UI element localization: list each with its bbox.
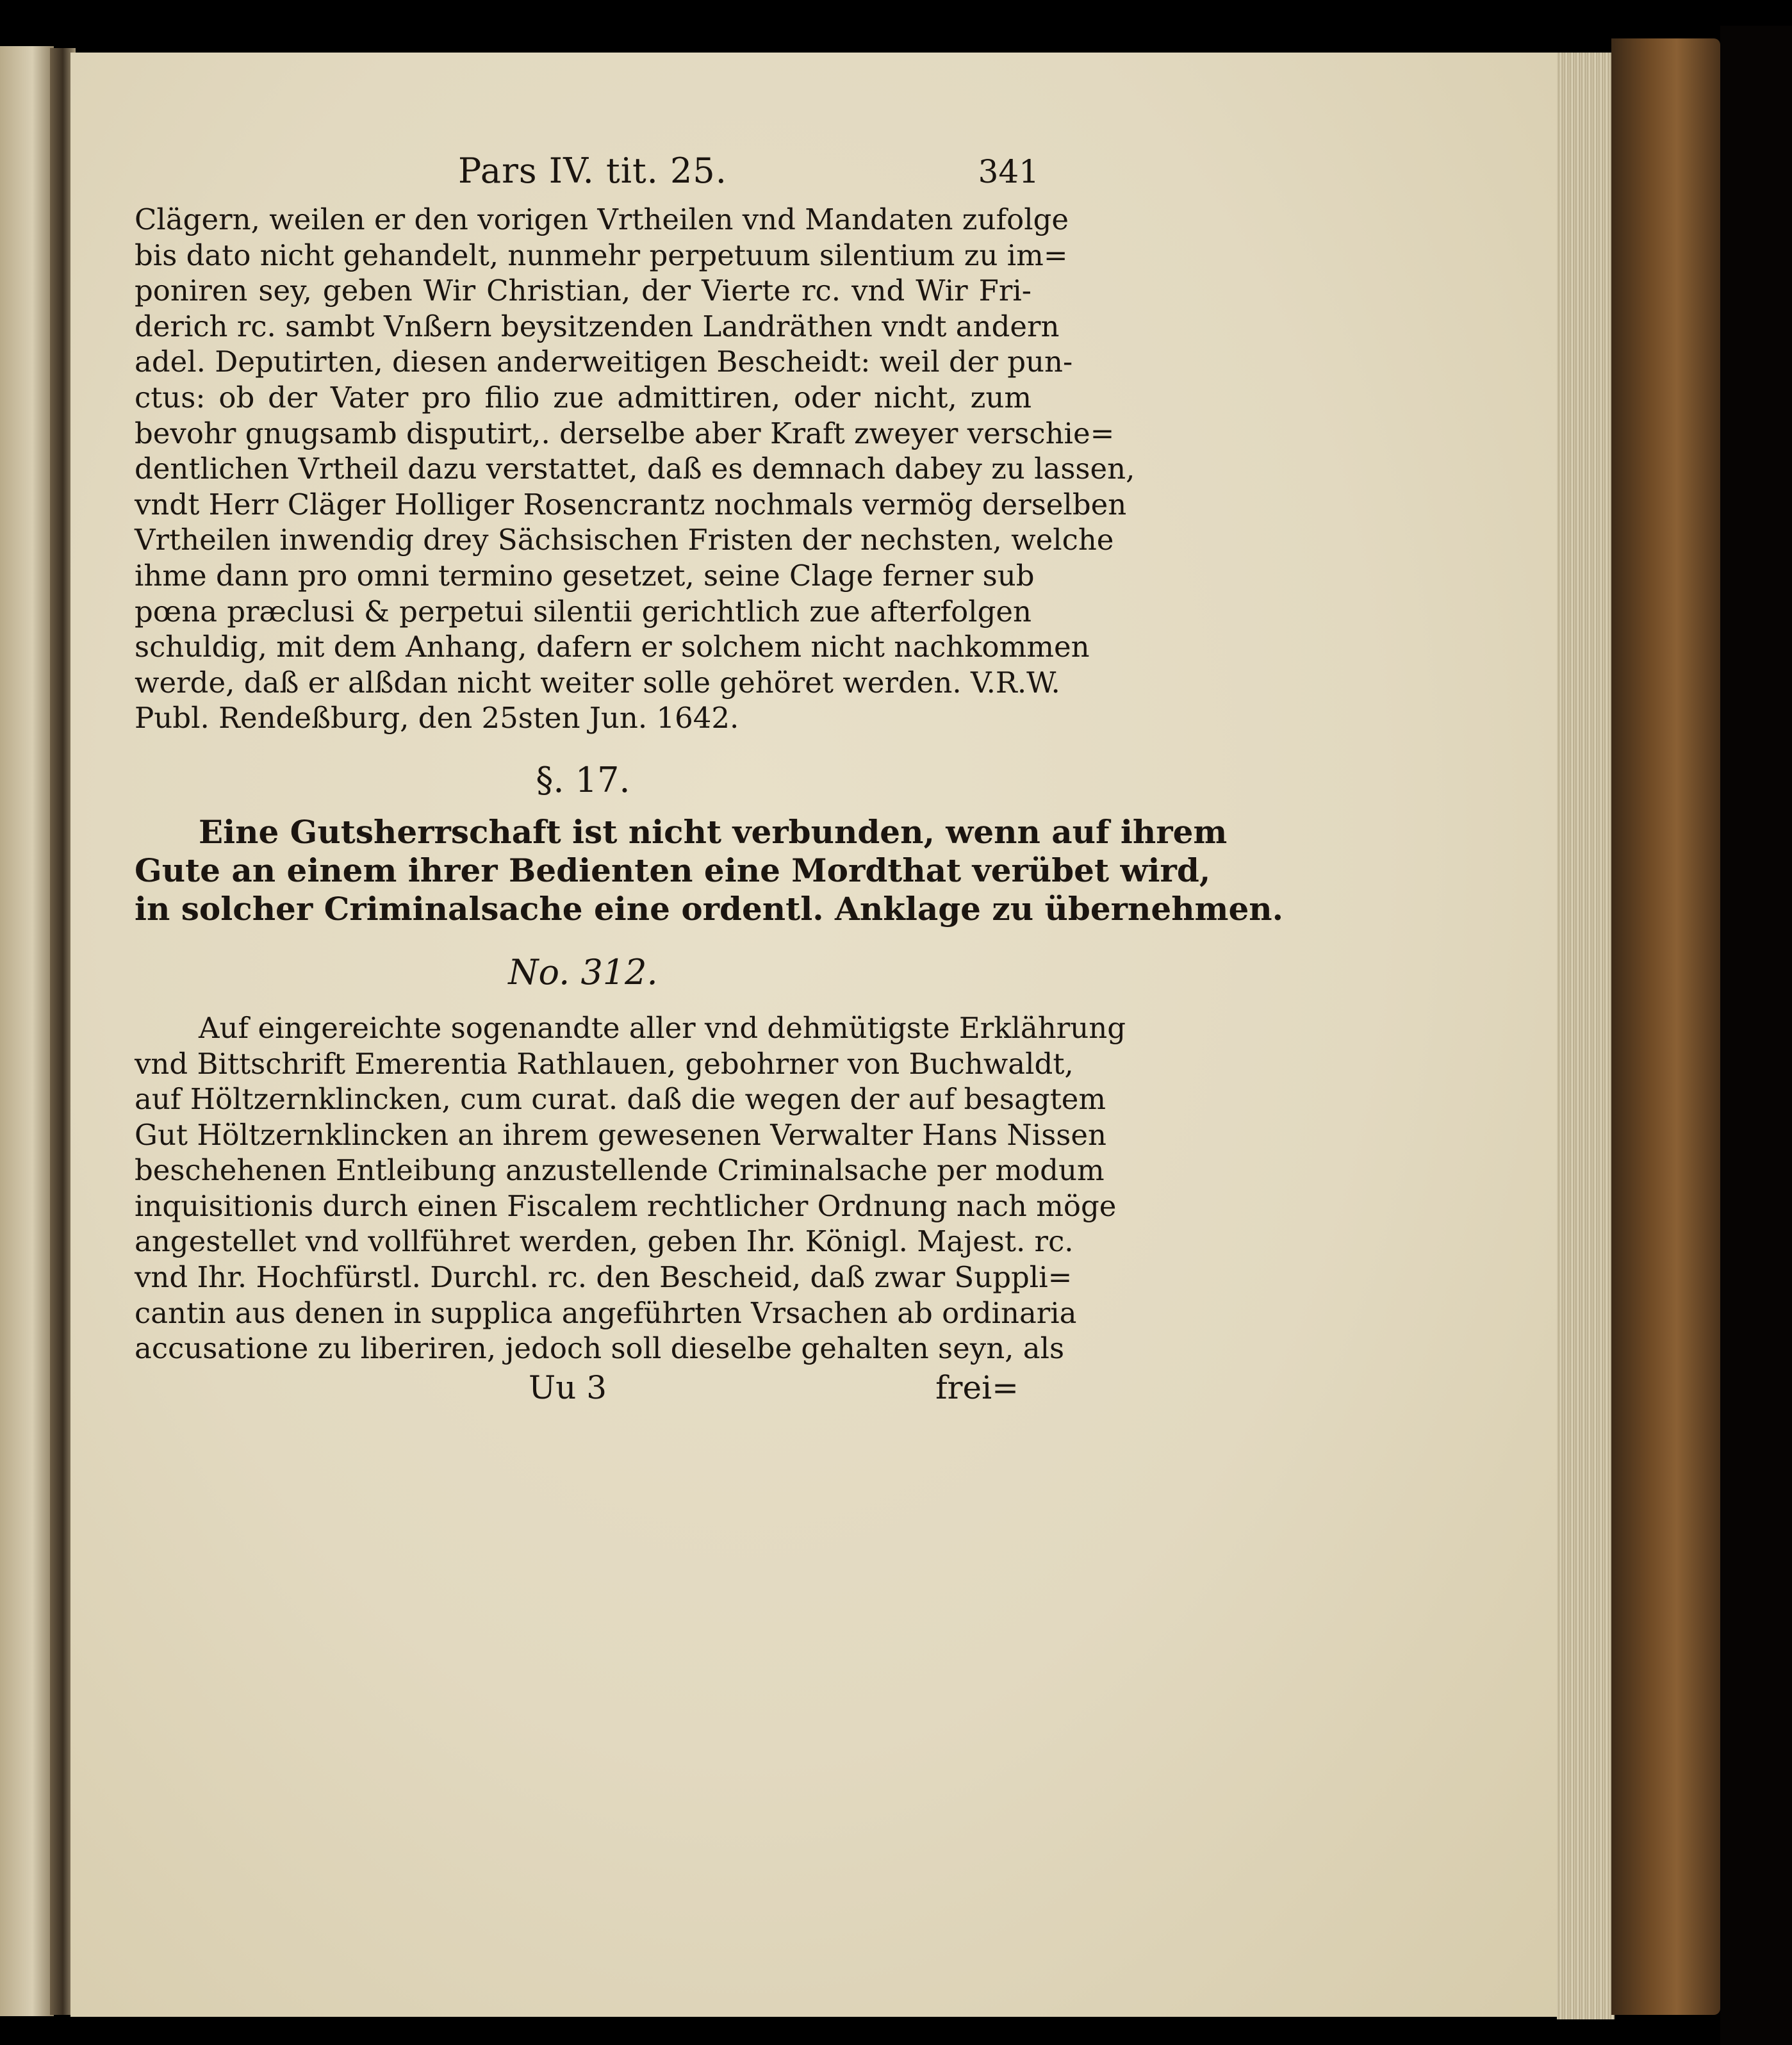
- section-heading: [135, 812, 1284, 928]
- page-header: [135, 144, 1039, 202]
- text-line: accusatione zu liberiren, jedoch soll dieselbe gehalten seyn, als: [135, 1331, 1065, 1366]
- text-line: derich rc. sambt Vnßern beysitzenden Landräthen vndt andern: [135, 309, 1060, 343]
- signature-mark: Uu 3: [529, 1368, 607, 1406]
- text-line: bevohr gnugsamb disputirt,. derselbe aber Kraft zweyer verschie=: [135, 416, 1115, 450]
- text-line: inquisitionis durch einen Fiscalem rechtlicher Ordnung nach möge: [135, 1188, 1117, 1223]
- text-line: auf Höltzernklincken, cum curat. daß die wegen der auf besagtem: [135, 1082, 1106, 1117]
- book-cover: [1611, 38, 1720, 2015]
- text-line: angestellet vnd vollführet werden, geben Ihr. Königl. Majest. rc.: [135, 1224, 1074, 1259]
- text-line: bis dato nicht gehandelt, nunmehr perpetuum silentium zu im=: [135, 238, 1068, 272]
- text-line: beschehenen Entleibung anzustellende Criminalsache per modum: [135, 1153, 1105, 1188]
- text-block: [135, 144, 1284, 1414]
- text-line: ihme dann pro omni termino gesetzet, seine Clage ferner sub: [135, 558, 1035, 593]
- page-number: 341: [978, 153, 1039, 190]
- heading-line: Eine Gutsherrschaft ist nicht verbunden, wenn auf ihrem: [199, 812, 1228, 851]
- section-number: §. 17.: [536, 759, 630, 800]
- heading-line: Gute an einem ihrer Bedienten eine Mordthat verübet wird,: [135, 851, 1211, 889]
- paragraph-1: [135, 202, 1135, 736]
- running-head: Pars IV. tit. 25.: [458, 151, 727, 191]
- text-line: vnd Ihr. Hochfürstl. Durchl. rc. den Bescheid, daß zwar Suppli=: [135, 1260, 1073, 1295]
- text-line: werde, daß er alßdan nicht weiter solle gehöret werden. V.R.W.: [135, 665, 1060, 700]
- text-line: vnd Bittschrift Emerentia Rathlauen, gebohrner von Buchwaldt,: [135, 1046, 1074, 1081]
- text-line: Gut Höltzernklincken an ihrem gewesenen Verwalter Hans Nissen: [135, 1117, 1106, 1152]
- text-line: adel. Deputirten, diesen anderweitigen Bescheidt: weil der pun-: [135, 345, 1073, 379]
- catchword: frei=: [935, 1368, 1019, 1406]
- left-page-edge: [0, 46, 54, 2016]
- case-number: No. 312.: [508, 951, 658, 992]
- text-line: Auf eingereichte sogenandte aller vnd dehmütigste Erklährung: [199, 1010, 1126, 1045]
- text-line: Publ. Rendeßburg, den 25sten Jun. 1642.: [135, 701, 739, 735]
- text-line: Clägern, weilen er den vorigen Vrtheilen vnd Mandaten zufolge: [135, 202, 1069, 236]
- heading-line: in solcher Criminalsache eine ordentl. Anklage zu übernehmen.: [135, 889, 1284, 928]
- paragraph-2: [135, 1010, 1126, 1367]
- text-line: dentlichen Vrtheil dazu verstattet, daß es demnach dabey zu lassen,: [135, 452, 1135, 486]
- page-footer: [135, 1369, 1032, 1414]
- text-line: poniren sey, geben Wir Christian, der Vierte rc. vnd Wir Fri-: [135, 274, 1032, 308]
- text-line: ctus: ob der Vater pro filio zue admittiren, oder nicht, zum: [135, 380, 1032, 415]
- page-edges: [1557, 53, 1615, 2019]
- scan-shadow: [1720, 26, 1792, 2045]
- text-line: cantin aus denen in supplica angeführten Vrsachen ab ordinaria: [135, 1295, 1077, 1330]
- text-line: Vrtheilen inwendig drey Sächsischen Fristen der nechsten, welche: [135, 523, 1114, 557]
- text-line: pœna præclusi & perpetui silentii gerichtlich zue afterfolgen: [135, 594, 1032, 628]
- text-line: schuldig, mit dem Anhang, dafern er solchem nicht nachkommen: [135, 630, 1090, 664]
- text-line: vndt Herr Cläger Holliger Rosencrantz nochmals vermög derselben: [135, 487, 1127, 522]
